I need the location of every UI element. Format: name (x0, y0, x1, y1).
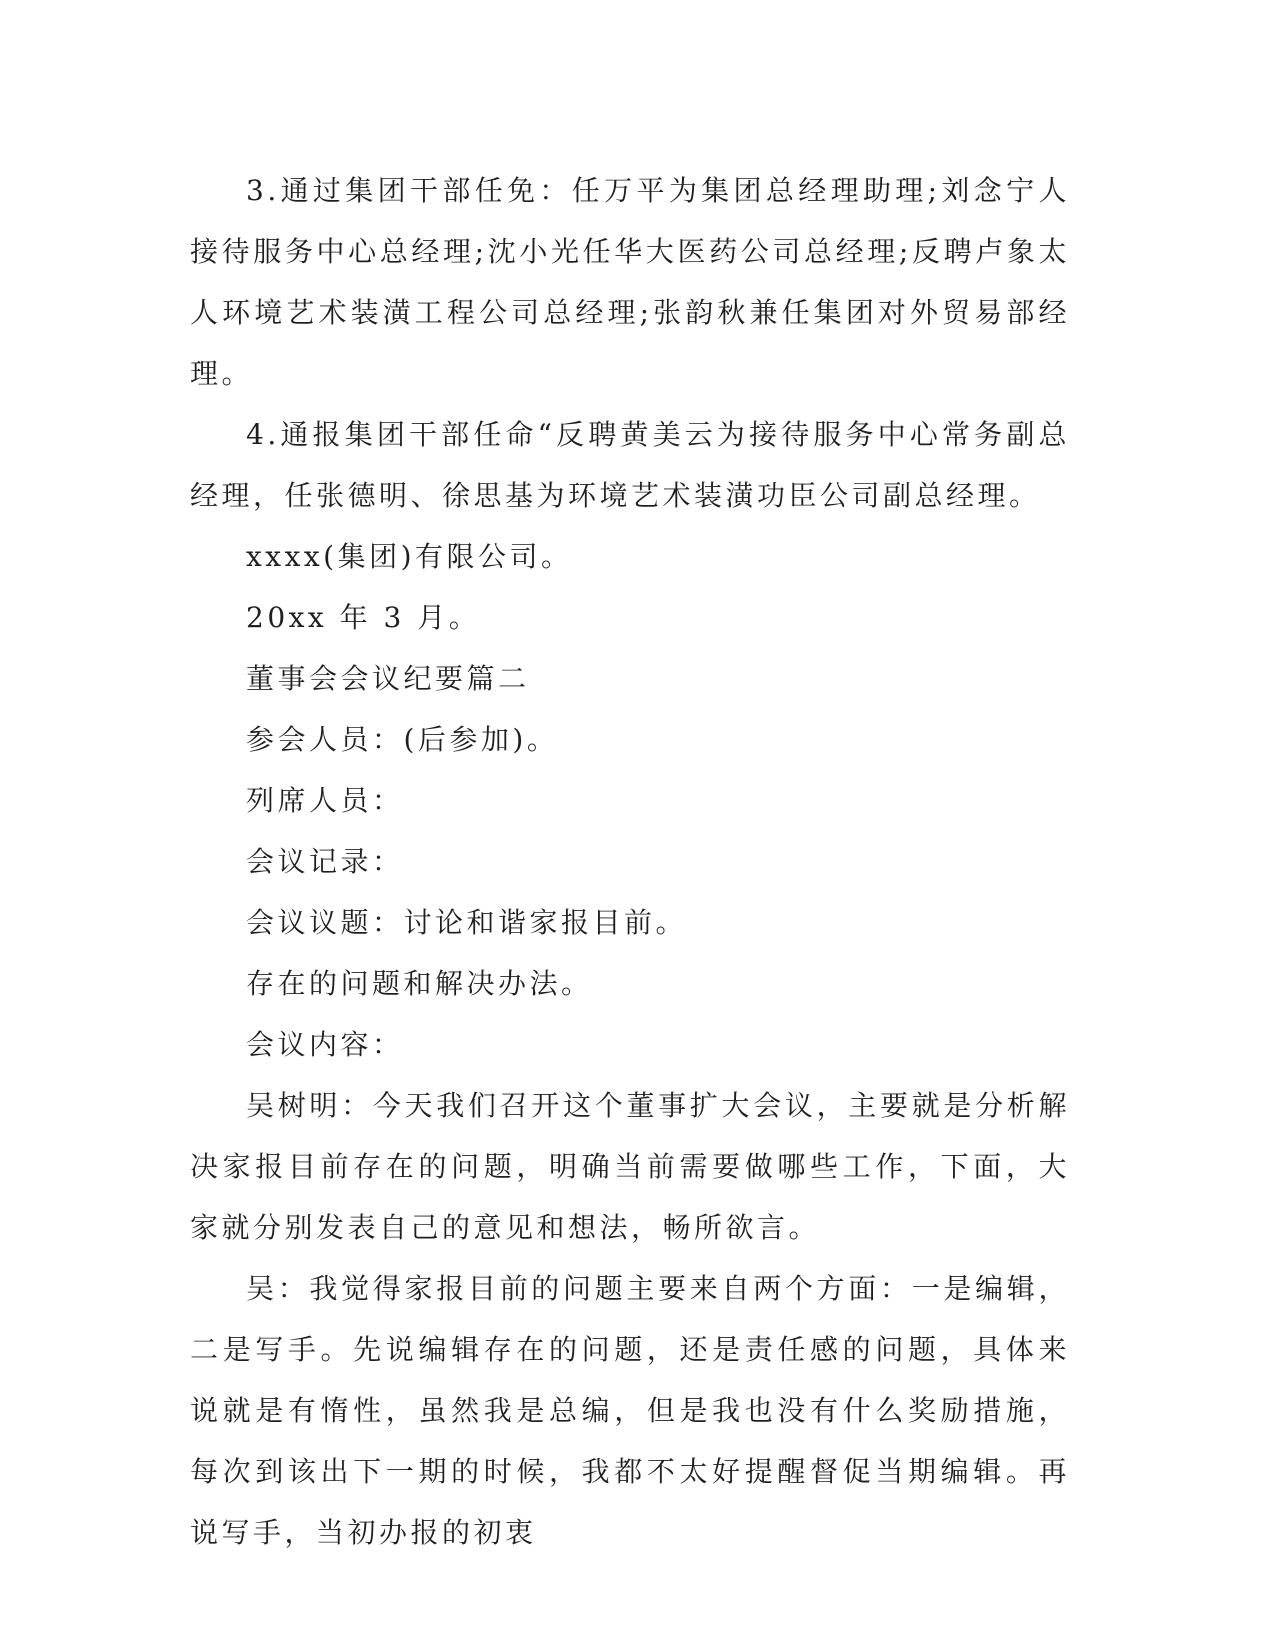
recorder-line: 会议记录： (246, 845, 404, 878)
meeting-topic-continued: 存在的问题和解决办法。 (246, 967, 593, 1000)
meeting-topic-line: 会议议题：讨论和谐家报目前。 (246, 906, 688, 939)
attendees-line: 参会人员：(后参加)。 (246, 723, 559, 756)
company-name: xxxx(集团)有限公司。 (246, 540, 573, 573)
paragraph-discussion: 吴：我觉得家报目前的问题主要来自两个方面：一是编辑，二是写手。先说编辑存在的问题，还是责任感的问题，具体来说就是有惰性，虽然我是总编，但是我也没有什么奖励措施，每次到该出下一期的时候，我都不太好提醒督促当期编辑。再说写手，当初办报的初衷 (190, 1272, 1070, 1549)
paragraph-cadre-appointments: 3.通过集团干部任免：任万平为集团总经理助理;刘念宁人接待服务中心总经理;沈小光任华大医药公司总经理;反聘卢象太人环境艺术装潢工程公司总经理;张韵秋兼任集团对外贸易部经理。 (190, 174, 1070, 390)
meeting-content-heading: 会议内容： (246, 1028, 404, 1061)
paragraph-opening-remarks: 吴树明：今天我们召开这个董事扩大会议，主要就是分析解决家报目前存在的问题，明确当前需要做哪些工作，下面，大家就分别发表自己的意见和想法，畅所欲言。 (190, 1089, 1070, 1244)
section-title: 董事会会议纪要篇二 (246, 662, 530, 695)
paragraph-cadre-notice: 4.通报集团干部任命“反聘黄美云为接待服务中心常务副总经理，任张德明、徐思基为环境艺术装潢功臣公司副总经理。 (190, 418, 1070, 512)
observers-line: 列席人员： (246, 784, 404, 817)
document-date: 20xx 年 3 月。 (246, 601, 481, 634)
document-body (190, 160, 1070, 1563)
